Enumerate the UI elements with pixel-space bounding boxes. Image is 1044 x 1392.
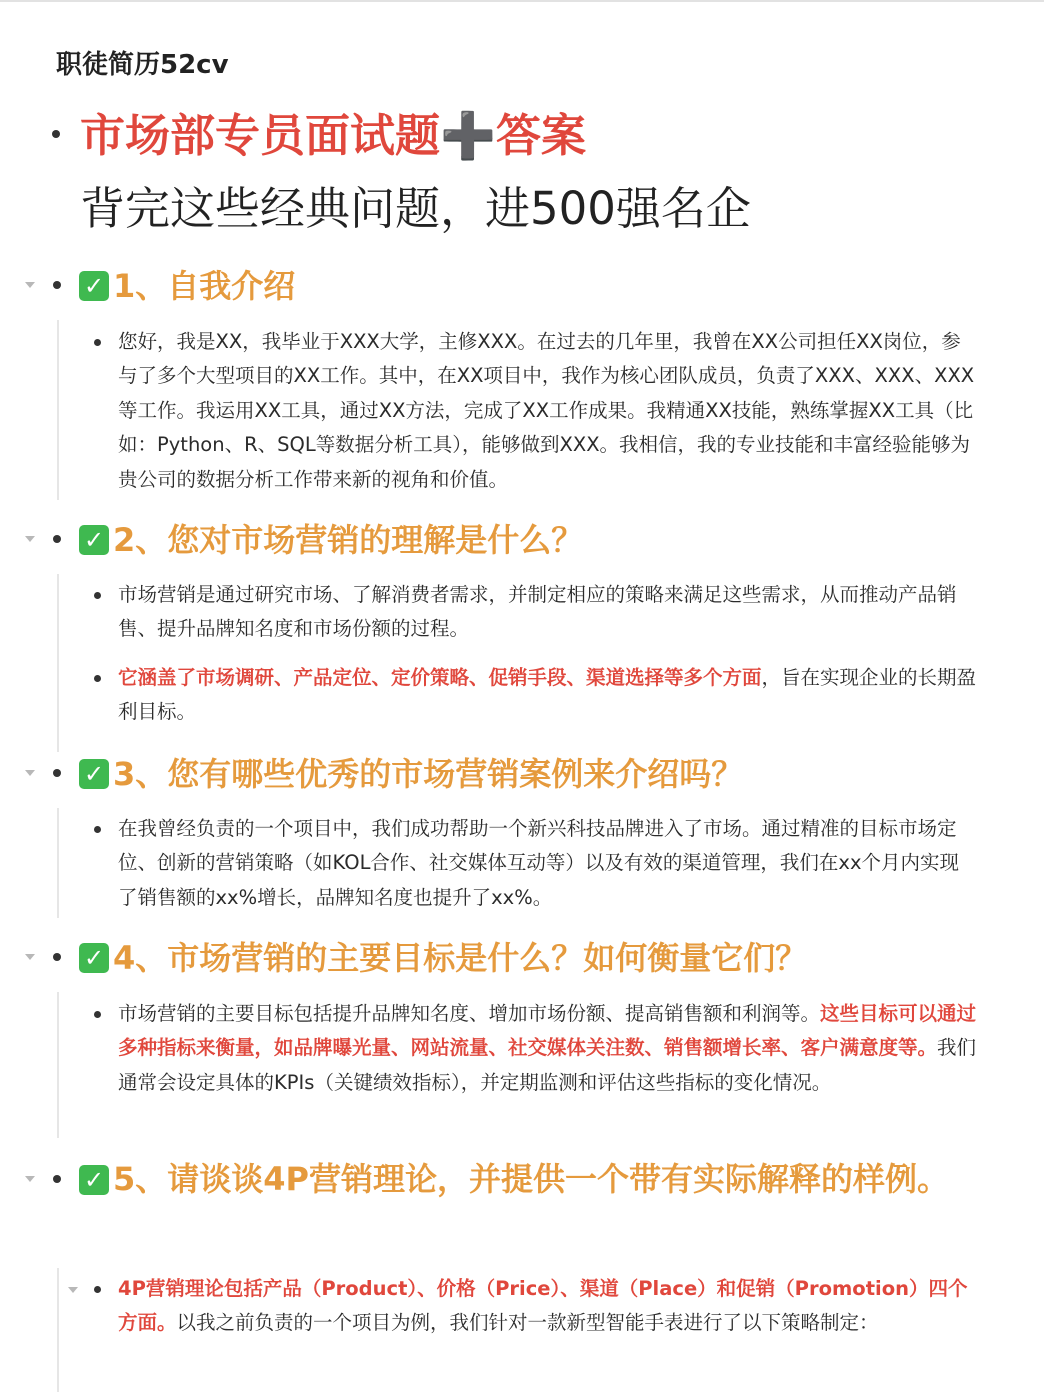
paragraph-text: 我们通常会设定具体的KPIs（关键绩效指标），并定期监测和评估这些指标的变化情况。 bbox=[118, 1036, 977, 1094]
checkmark-icon: ✓ bbox=[79, 1165, 109, 1195]
paragraph: 在我曾经负责的一个项目中，我们成功帮助一个新兴科技品牌进入了市场。通过精准的目标市场定位、创新的营销策略（如KOL合作、社交媒体互动等）以及有效的渠道管理，我们在xx个月内实现了销售额的xx%增长，品牌知名度也提升了xx%。 bbox=[118, 817, 960, 909]
heading-bullet bbox=[53, 1175, 61, 1183]
heading-bullet bbox=[53, 535, 61, 543]
paragraph-text: 以我之前负责的一个项目为例，我们针对一款新型智能手表进行了以下策略制定： bbox=[176, 1311, 879, 1335]
indent-guide bbox=[57, 808, 59, 918]
plus-icon: ➕ bbox=[440, 109, 497, 162]
paragraph-text: 市场营销的主要目标包括提升品牌知名度、增加市场份额、提高销售额和利润等。 bbox=[118, 1002, 821, 1025]
highlight-text: 这些目标可以通过多种指标来衡量，如品牌曝光量、网站流量、社交媒体关注数、销售额增长率、客户满意度等。 bbox=[118, 1002, 977, 1060]
page-subtitle: 背完这些经典问题，进500强名企 bbox=[80, 182, 751, 235]
indent-guide bbox=[57, 1268, 59, 1392]
paragraph-text: ，旨在实现企业的长期盈利目标。 bbox=[118, 666, 977, 724]
highlight-text: 它涵盖了市场调研、产品定位、定价策略、促销手段、渠道选择等多个方面 bbox=[118, 666, 762, 689]
paragraph-highlighted bbox=[118, 1272, 978, 1341]
checkmark-icon: ✓ bbox=[79, 943, 109, 973]
title-answer: 答案 bbox=[496, 109, 587, 162]
paragraph-highlighted bbox=[118, 661, 978, 730]
section-heading: 2、您对市场营销的理解是什么？ bbox=[113, 521, 584, 559]
paragraph: 市场营销是通过研究市场、了解消费者需求，并制定相应的策略来满足这些需求，从而推动产品销售、提升品牌知名度和市场份额的过程。 bbox=[118, 583, 957, 641]
section-heading: 1、自我介绍 bbox=[113, 267, 296, 305]
collapse-toggle-icon[interactable] bbox=[25, 536, 35, 542]
checkmark-icon: ✓ bbox=[79, 271, 109, 301]
title-main: 市场部专员面试题 bbox=[80, 109, 441, 162]
collapse-toggle-icon[interactable] bbox=[25, 1176, 35, 1182]
collapse-toggle-icon[interactable] bbox=[68, 1287, 78, 1293]
heading-bullet bbox=[53, 281, 61, 289]
section-heading: 4、市场营销的主要目标是什么？如何衡量它们？ bbox=[113, 939, 808, 977]
title-bullet bbox=[52, 130, 60, 138]
heading-bullet bbox=[53, 953, 61, 961]
paragraph-bullet bbox=[94, 675, 101, 682]
collapse-toggle-icon[interactable] bbox=[25, 954, 35, 960]
paragraph-bullet bbox=[94, 1011, 101, 1018]
section-heading: 5、请谈谈4P营销理论，并提供一个带有实际解释的样例。 bbox=[113, 1160, 949, 1198]
checkmark-icon: ✓ bbox=[79, 759, 109, 789]
highlight-text: 4P营销理论包括产品（Product）、价格（Price）、渠道（Place）和促销（Promotion）四个方面。 bbox=[118, 1277, 968, 1335]
indent-guide bbox=[57, 320, 59, 500]
paragraph-bullet bbox=[94, 592, 101, 599]
paragraph-highlighted bbox=[118, 997, 978, 1100]
checkmark-icon: ✓ bbox=[79, 525, 109, 555]
paragraph-bullet bbox=[94, 1286, 101, 1293]
section-heading: 3、您有哪些优秀的市场营销案例来介绍吗？ bbox=[113, 755, 744, 793]
paragraph-bullet bbox=[94, 339, 101, 346]
collapse-toggle-icon[interactable] bbox=[25, 770, 35, 776]
top-divider bbox=[0, 0, 1044, 2]
paragraph-bullet bbox=[94, 826, 101, 833]
indent-guide bbox=[57, 574, 59, 752]
brand-label: 职徒简历52cv bbox=[56, 50, 229, 80]
page-title bbox=[80, 106, 586, 166]
heading-bullet bbox=[53, 769, 61, 777]
collapse-toggle-icon[interactable] bbox=[25, 282, 35, 288]
indent-guide bbox=[57, 992, 59, 1138]
paragraph: 您好，我是XX，我毕业于XXX大学，主修XXX。在过去的几年里，我曾在XX公司担任XX岗位，参与了多个大型项目的XX工作。其中，在XX项目中，我作为核心团队成员，负责了XXX、XXX、XXX等工作。我运用XX工具，通过XX方法，完成了XX工作成果。我精通XX技能，熟练掌握XX工具（比如：Python、R、SQL等数据分析工具），能够做到XXX。我相信，我的专业技能和丰富经验能够为贵公司的数据分析工作带来新的视角和价值。 bbox=[118, 330, 975, 491]
